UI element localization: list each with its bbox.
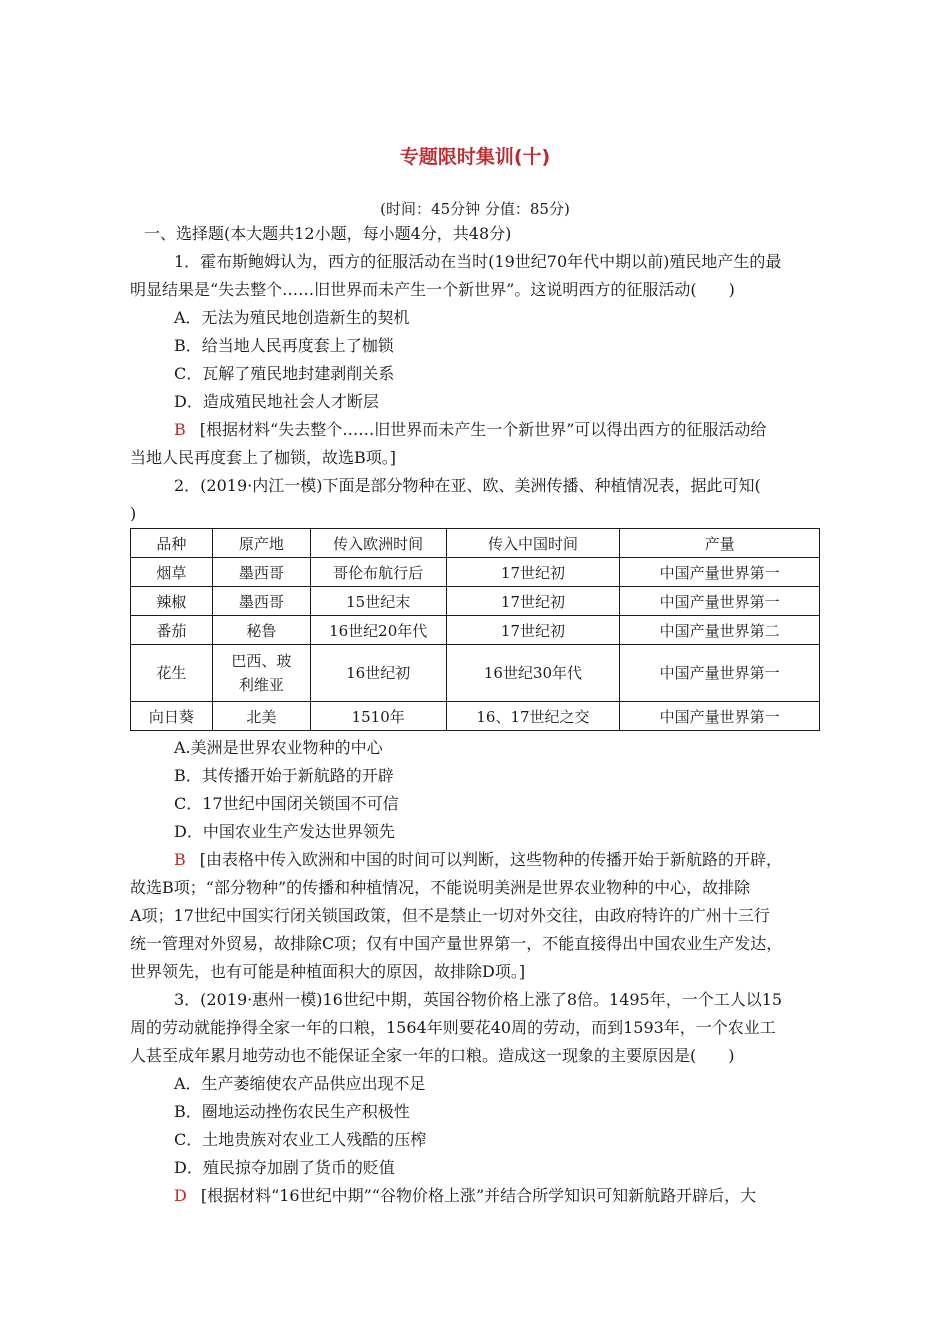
q2-option-c: C．17世纪中国闭关锁国不可信	[174, 794, 399, 813]
q2-explanation-line-4: 统一管理对外贸易，故排除C项；仅有中国产量世界第一，不能直接得出中国农业生产发达，	[130, 934, 783, 953]
q2-explanation-line-2: 故选B项；“部分物种”的传播和种植情况，不能说明美洲是世界农业物种的中心，故排除	[130, 878, 751, 897]
q3-explanation-line-1	[130, 1182, 864, 1210]
table-cell: 番茄	[131, 616, 213, 645]
q2-option-b: B．其传播开始于新航路的开辟	[174, 766, 394, 785]
table-cell: 17世纪初	[446, 558, 620, 587]
table-row	[131, 558, 820, 587]
q2-answer: B	[174, 850, 186, 869]
exam-meta: (时间：45分钟 分值：85分)	[380, 200, 570, 218]
table-header-cell: 传入欧洲时间	[310, 529, 446, 558]
q1-option-b: B．给当地人民再度套上了枷锁	[174, 336, 394, 355]
table-cell: 16世纪30年代	[446, 645, 620, 702]
q2-explanation-line-5: 世界领先，也有可能是种植面积大的原因，故排除D项。]	[130, 962, 526, 981]
q1-stem-line-1: 1．霍布斯鲍姆认为，西方的征服活动在当时(19世纪70年代中期以前)殖民地产生的最	[174, 252, 782, 271]
table-cell: 秘鲁	[212, 616, 310, 645]
q3-stem-line-3: 人甚至成年累月地劳动也不能保证全家一年的口粮。造成这一现象的主要原因是( )	[130, 1046, 735, 1065]
document-title: 专题限时集训(十)	[399, 146, 551, 168]
table-cell: 巴西、玻利维亚	[212, 645, 310, 702]
table-cell: 向日葵	[131, 702, 213, 731]
q3-option-a: A．生产萎缩使农产品供应出现不足	[174, 1074, 426, 1093]
table-cell: 中国产量世界第二	[620, 616, 820, 645]
table-cell: 墨西哥	[212, 558, 310, 587]
q1-stem-line-2: 明显结果是“失去整个……旧世界而未产生一个新世界”。这说明西方的征服活动( )	[130, 280, 735, 299]
q3-option-d: D．殖民掠夺加剧了货币的贬值	[174, 1158, 395, 1177]
table-header-cell: 传入中国时间	[446, 529, 620, 558]
table-cell: 16、17世纪之交	[446, 702, 620, 731]
q1-option-a: A．无法为殖民地创造新生的契机	[174, 308, 410, 327]
table-cell: 15世纪末	[310, 587, 446, 616]
q2-explanation-line-1	[130, 846, 864, 874]
table-cell: 花生	[131, 645, 213, 702]
table-cell: 17世纪初	[446, 587, 620, 616]
table-cell: 1510年	[310, 702, 446, 731]
table-cell: 哥伦布航行后	[310, 558, 446, 587]
q2-explanation-line-3: A项；17世纪中国实行闭关锁国政策，但不是禁止一切对外交往，由政府特许的广州十三行	[130, 906, 770, 925]
table-header-cell: 品种	[131, 529, 213, 558]
table-cell: 中国产量世界第一	[620, 558, 820, 587]
table-cell: 中国产量世界第一	[620, 645, 820, 702]
q2-option-d: D．中国农业生产发达世界领先	[174, 822, 395, 841]
q1-explanation-text: [根据材料“失去整个……旧世界而未产生一个新世界”可以得出西方的征服活动给	[199, 420, 767, 439]
species-table	[130, 528, 820, 731]
q3-explanation-text: [根据材料“16世纪中期”“谷物价格上涨”并结合所学知识可知新航路开辟后，大	[200, 1186, 757, 1205]
table-row	[131, 702, 820, 731]
q2-stem-line-2: )	[130, 504, 137, 523]
q1-explanation-line-1	[130, 416, 864, 444]
q2-stem-line-1: 2．(2019·内江一模)下面是部分物种在亚、欧、美洲传播、种植情况表，据此可知(	[174, 476, 761, 495]
table-row	[131, 616, 820, 645]
table-header-cell: 产量	[620, 529, 820, 558]
q3-answer: D	[174, 1186, 187, 1205]
table-cell: 辣椒	[131, 587, 213, 616]
q2-explanation-text: [由表格中传入欧洲和中国的时间可以判断，这些物种的传播开始于新航路的开辟，	[199, 850, 783, 869]
q3-stem-line-2: 周的劳动就能挣得全家一年的口粮，1564年则要花40周的劳动，而到1593年，一个农业工	[130, 1018, 776, 1037]
q3-option-b: B．圈地运动挫伤农民生产积极性	[174, 1102, 410, 1121]
table-cell: 墨西哥	[212, 587, 310, 616]
q3-stem-line-1: 3．(2019·惠州一模)16世纪中期，英国谷物价格上涨了8倍。1495年，一个工人以15	[174, 990, 783, 1009]
q2-option-a: A.美洲是世界农业物种的中心	[174, 738, 383, 757]
table-cell: 16世纪20年代	[310, 616, 446, 645]
table-row	[131, 587, 820, 616]
q1-explanation-line-2: 当地人民再度套上了枷锁，故选B项。]	[130, 448, 397, 467]
section-heading: 一、选择题(本大题共12小题，每小题4分，共48分)	[144, 224, 512, 243]
q1-answer: B	[174, 420, 186, 439]
table-cell: 16世纪初	[310, 645, 446, 702]
table-cell: 17世纪初	[446, 616, 620, 645]
table-header-cell: 原产地	[212, 529, 310, 558]
table-cell: 中国产量世界第一	[620, 587, 820, 616]
table-row	[131, 645, 820, 702]
q1-option-d: D．造成殖民地社会人才断层	[174, 392, 379, 411]
q1-option-c: C．瓦解了殖民地封建剥削关系	[174, 364, 395, 383]
table-cell: 中国产量世界第一	[620, 702, 820, 731]
q3-option-c: C．土地贵族对农业工人残酷的压榨	[174, 1130, 427, 1149]
table-header-row	[131, 529, 820, 558]
table-cell: 北美	[212, 702, 310, 731]
table-cell: 烟草	[131, 558, 213, 587]
